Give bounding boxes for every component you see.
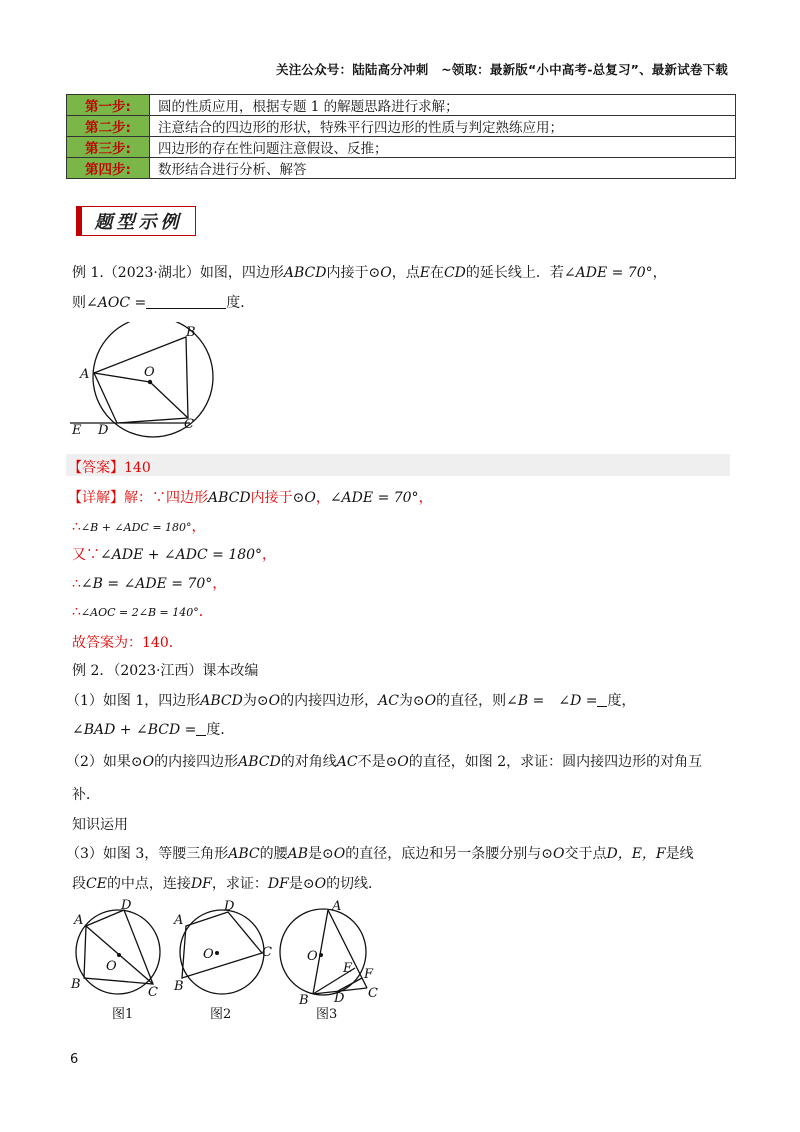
caption: 图1 <box>112 1007 134 1022</box>
text: ，点 <box>391 265 420 281</box>
math: ⊙O <box>322 846 346 862</box>
text: （2）如果 <box>66 754 131 770</box>
math: ⊙O <box>292 490 316 506</box>
math: ∠B = ∠ADE = 70° <box>80 576 213 592</box>
banner-title: 题型示例 <box>94 212 183 233</box>
label-a: A <box>80 367 90 382</box>
text: 的内接四边形 <box>154 754 239 770</box>
caption: 图2 <box>210 1007 232 1022</box>
text: ， <box>315 490 330 506</box>
ex1-line2 <box>72 292 254 312</box>
ex2-q3-line1 <box>66 843 694 863</box>
text: 例 1.（2023·湖北）如图，四边形 <box>72 265 284 281</box>
label-d: D <box>224 899 235 914</box>
text: 不是 <box>357 754 386 770</box>
math: DF <box>190 876 212 892</box>
label-c: C <box>262 945 272 960</box>
text: ， <box>262 547 277 563</box>
label-a: A <box>332 899 342 914</box>
text: ，求证： <box>211 876 268 892</box>
step-text: 数形结合进行分析、解答 <box>150 158 736 179</box>
text: 度， <box>607 693 636 709</box>
text: 内接于 <box>250 490 293 506</box>
figure-1 <box>68 322 218 440</box>
text: 是 <box>308 846 323 862</box>
side-ac <box>328 910 367 988</box>
math: ⊙O <box>412 693 437 709</box>
text: 内接于 <box>326 265 369 281</box>
math: ABCD <box>238 754 281 770</box>
final-answer: 故答案为：140． <box>72 635 183 651</box>
text: ， <box>191 519 206 535</box>
label-b: B <box>174 979 184 994</box>
label-b: B <box>186 325 196 340</box>
text: ． <box>198 604 213 620</box>
detail-line2 <box>72 516 206 536</box>
step-text: 四边形的存在性问题注意假设、反推； <box>150 137 736 158</box>
math: ∠AOC = <box>86 295 147 311</box>
knowledge-heading: 知识运用 <box>72 817 128 833</box>
math: ⊙O <box>368 265 392 281</box>
text: 度． <box>226 295 255 311</box>
label-o: O <box>203 947 214 962</box>
math: ∠ADE + ∠ADC = 180° <box>100 547 263 563</box>
math: ∠BAD + ∠BCD = <box>72 722 197 738</box>
steps-table <box>66 94 736 179</box>
step-text: 注意结合的四边形的形状，特殊平行四边形的性质与判定熟练应用； <box>150 116 736 137</box>
answer-blank[interactable] <box>597 692 607 707</box>
step-row <box>67 137 736 158</box>
label-o: O <box>106 959 117 974</box>
center-dot <box>117 953 121 957</box>
math: AC <box>378 693 399 709</box>
text: ， <box>418 490 433 506</box>
math: AB <box>287 846 309 862</box>
text: 度． <box>206 722 235 738</box>
math: D，E，F <box>606 846 666 862</box>
step-label: 第一步: <box>67 95 150 116</box>
math: AC <box>336 754 358 770</box>
seg-oc <box>150 382 188 418</box>
figure-ex2-1 <box>70 898 160 1022</box>
text: ∴ <box>72 604 81 620</box>
page-number: 6 <box>70 1052 79 1067</box>
math: ∠B + ∠ADC = 180° <box>80 521 192 534</box>
answer-bar <box>66 454 730 476</box>
label-e: E <box>72 423 82 438</box>
center-dot <box>319 953 323 957</box>
text: 是 <box>288 876 303 892</box>
math: ⊙O <box>130 754 155 770</box>
text: ∴ <box>72 576 81 592</box>
figure-ex2-2 <box>173 899 272 1022</box>
label-b: B <box>299 993 309 1008</box>
label-b: B <box>71 977 81 992</box>
text: （3）如图 3，等腰三角形 <box>66 846 229 862</box>
math: DF <box>267 876 289 892</box>
circle-o <box>180 910 264 994</box>
text: 段 <box>72 876 86 892</box>
label-f: F <box>364 967 374 982</box>
ex2-q2-line1 <box>66 751 702 771</box>
math: ∠AOC = 2∠B = 140° <box>80 606 199 619</box>
caption: 图3 <box>316 1007 338 1022</box>
text: 的直径，如图 2，求证：圆内接四边形的对角互 <box>408 754 703 770</box>
math: ∠ADE = 70° <box>563 265 653 281</box>
ex2-q1-line1 <box>66 690 635 710</box>
text: 为 <box>242 693 257 709</box>
text: 【详解】解：∵四边形 <box>68 490 208 506</box>
text: ， <box>212 576 227 592</box>
text: 的对角线 <box>280 754 337 770</box>
math: ⊙O <box>541 846 565 862</box>
math: ABCD <box>200 693 243 709</box>
text: 的内接四边形， <box>280 693 379 709</box>
ex2-title: 例 2．（2023·江西）课本改编 <box>72 663 259 679</box>
text: 是线 <box>665 846 694 862</box>
text: 的腰 <box>259 846 288 862</box>
step-row <box>67 95 736 116</box>
seg-ao <box>94 373 150 382</box>
section-banner <box>76 206 196 236</box>
label-c: C <box>184 417 194 432</box>
step-label: 第二步: <box>67 116 150 137</box>
text: 则 <box>72 295 86 311</box>
step-row <box>67 116 736 137</box>
text: 的直径，则 <box>436 693 507 709</box>
ex2-q3-line2 <box>72 873 382 893</box>
text: 为 <box>398 693 413 709</box>
quad-abcd <box>182 912 262 978</box>
text: 在 <box>429 265 444 281</box>
detail-line4 <box>72 573 226 593</box>
figures-row <box>70 898 390 1026</box>
answer-label: 【答案】140 <box>68 460 151 476</box>
label-d: D <box>334 991 345 1006</box>
math: ABC <box>228 846 260 862</box>
ex1-line1 <box>72 262 667 282</box>
text: 的直径，底边和另一条腰分别与 <box>345 846 542 862</box>
math: ⊙O <box>302 876 327 892</box>
text: 交于点 <box>564 846 607 862</box>
label-c: C <box>368 986 378 1001</box>
math: ∠ADE = 70° <box>329 490 419 506</box>
label-c: C <box>148 985 158 1000</box>
header-note: 关注公众号：陆陆高分冲刺 ~领取：最新版“小中高考-总复习”、最新试卷下载 <box>276 62 728 77</box>
text: ∴ <box>72 519 81 535</box>
text: 的延长线上．若 <box>465 265 564 281</box>
detail-line3 <box>72 544 276 564</box>
label-a: A <box>74 913 84 928</box>
math: ⊙O <box>256 693 281 709</box>
center-dot <box>215 951 219 955</box>
detail-line1 <box>68 487 433 507</box>
text: ， <box>652 265 667 281</box>
math: CD <box>443 265 466 281</box>
label-e: E <box>343 961 353 976</box>
center-dot <box>148 380 152 384</box>
label-d: D <box>98 423 109 438</box>
label-d: D <box>121 898 132 913</box>
text: 的中点，连接 <box>106 876 191 892</box>
answer-blank[interactable] <box>196 721 206 736</box>
figure-ex2-3 <box>280 899 378 1022</box>
step-row <box>67 158 736 179</box>
math: ⊙O <box>385 754 409 770</box>
math: ABCD <box>283 265 327 281</box>
text: （1）如图 1，四边形 <box>66 693 201 709</box>
math: E <box>419 265 430 281</box>
text: 的切线． <box>326 876 383 892</box>
detail-line5 <box>72 601 213 621</box>
step-label: 第四步: <box>67 158 150 179</box>
label-o: O <box>307 949 318 964</box>
text: 又∵ <box>72 547 100 563</box>
math: CE <box>86 876 107 892</box>
quad-abcd <box>84 910 153 984</box>
step-text: 圆的性质应用，根据专题 1 的解题思路进行求解； <box>150 95 736 116</box>
step-label: 第三步: <box>67 137 150 158</box>
math: ABCD <box>208 490 251 506</box>
ex2-q1-line2 <box>72 719 234 739</box>
label-a: A <box>174 913 184 928</box>
math: ∠B = ∠D = <box>506 693 598 709</box>
answer-blank[interactable] <box>146 294 226 309</box>
label-o: O <box>144 365 155 380</box>
ex2-q2-line2: 补． <box>72 787 100 803</box>
